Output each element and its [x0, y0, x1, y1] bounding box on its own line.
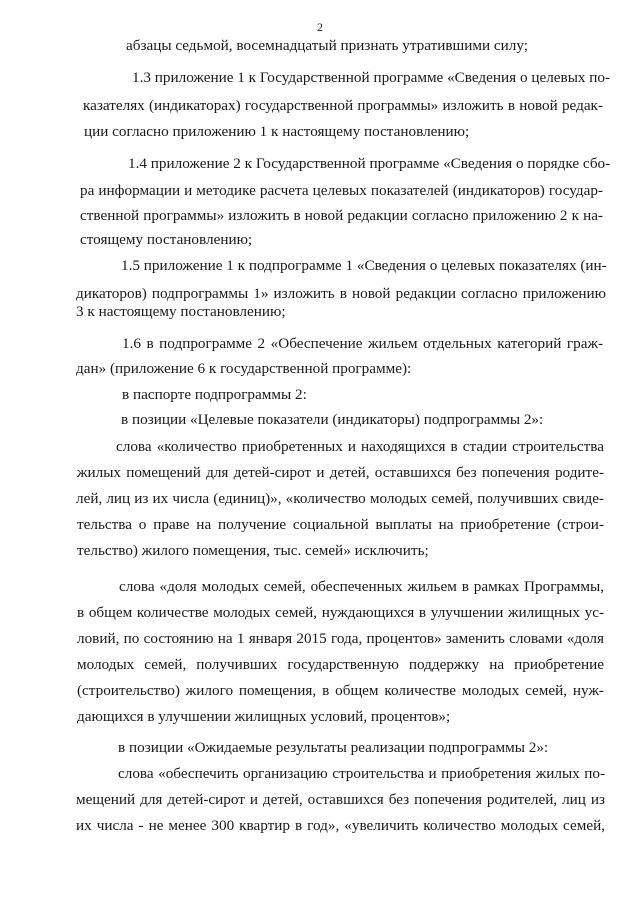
text-line: 1.5 приложение 1 к подпрограмме 1 «Сведения о целевых показателях (ин- — [121, 257, 607, 274]
text-line: их числа - не менее 300 квартир в год», «увеличить количество молодых семей, — [76, 817, 605, 834]
text-line: 1.4 приложение 2 к Государственной программе «Сведения о порядке сбо- — [128, 155, 611, 172]
text-line: 1.3 приложение 1 к Государственной программе «Сведения о целевых по- — [132, 69, 611, 86]
page-number: 2 — [317, 20, 323, 34]
text-line: в позиции «Ожидаемые результаты реализации подпрограммы 2»: — [118, 739, 549, 756]
text-line: жилых помещений для детей-сирот и детей, оставшихся без попечения родите- — [77, 464, 604, 481]
text-line: в общем количестве молодых семей, нуждающихся в улучшении жилищных ус- — [77, 604, 604, 621]
text-line: ции согласно приложению 1 к настоящему постановлению; — [84, 123, 470, 140]
text-line: слова «количество приобретенных и находящихся в стадии строительства — [116, 438, 604, 455]
text-line: казателях (индикаторах) государственной программы» изложить в новой редак- — [83, 97, 603, 114]
text-line: лей, лиц из их числа (единиц)», «количество молодых семей, получивших свиде- — [76, 490, 604, 507]
text-line: абзацы седьмой, восемнадцатый признать утратившими силу; — [126, 37, 528, 54]
text-line: стоящему постановлению; — [80, 231, 253, 248]
text-line: в позиции «Целевые показатели (индикаторы) подпрограммы 2»: — [121, 411, 544, 428]
text-line: тельство) жилого помещения, тыс. семей» исключить; — [77, 542, 429, 559]
text-line: тельства о праве на получение социальной выплаты на приобретение (строи- — [77, 516, 604, 533]
text-line: ственной программы» изложить в новой редакции согласно приложению 2 к на- — [80, 207, 603, 224]
text-line: в паспорте подпрограммы 2: — [122, 386, 307, 403]
text-line: ловий, по состоянию на 1 января 2015 года, процентов» заменить словами «доля — [77, 630, 604, 647]
text-line: ра информации и методике расчета целевых показателей (индикаторов) государ- — [80, 182, 603, 199]
text-line: молодых семей, получивших государственную поддержку на приобретение — [77, 656, 604, 673]
text-line: (строительство) жилого помещения, в общем количестве молодых семей, нуж- — [77, 682, 604, 699]
text-line: дан» (приложение 6 к государственной программе): — [76, 360, 412, 377]
text-line: 3 к настоящему постановлению; — [76, 303, 286, 320]
text-line: дающихся в улучшении жилищных условий, процентов»; — [77, 708, 451, 725]
text-line: слова «обеспечить организацию строительства и приобретения жилых по- — [118, 765, 605, 782]
text-line: 1.6 в подпрограмме 2 «Обеспечение жильем отдельных категорий граж- — [122, 335, 603, 352]
text-line: дикаторов) подпрограммы 1» изложить в новой редакции согласно приложению — [76, 285, 606, 302]
text-line: слова «доля молодых семей, обеспеченных жильем в рамках Программы, — [119, 578, 604, 595]
text-line: мещений для детей-сирот и детей, оставшихся без попечения родителей, лиц из — [76, 791, 605, 808]
